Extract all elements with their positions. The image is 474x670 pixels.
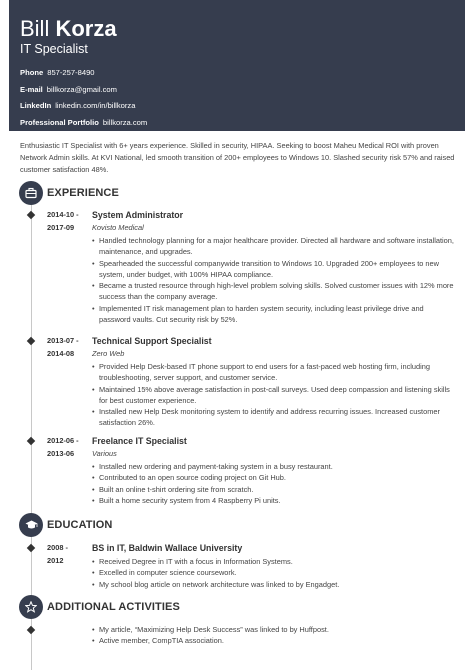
first-name: Bill	[20, 16, 50, 41]
graduation-cap-icon	[19, 513, 43, 537]
edu-date-to: 2012	[47, 556, 64, 565]
degree-title: BS in IT, Baldwin Wallace University	[92, 543, 243, 553]
bullet-item: • Active member, CompTIA association.	[92, 635, 456, 646]
star-icon	[19, 595, 43, 619]
timeline-marker	[27, 544, 35, 552]
bullet-item: • Became a trusted resource through high-level problem solving skills. Solved customer issues with 12% more success than the company average.	[92, 280, 456, 303]
last-name: Korza	[55, 16, 117, 41]
job-date-to: 2017-09	[47, 223, 75, 232]
contact-label: Phone	[20, 68, 44, 77]
bullet-item: • Provided Help Desk-based IT phone support to end users for a fast-paced web hosting firm, including troubleshooting, server support, and customer service.	[92, 361, 456, 384]
education-bullets	[92, 556, 456, 590]
contact-phone	[20, 68, 95, 78]
timeline-marker	[27, 437, 35, 445]
bullet-item: • Installed new ordering and payment-taking system in a busy restaurant.	[92, 461, 456, 472]
bullet-item: • Contributed to an open source coding project on Git Hub.	[92, 472, 456, 483]
contact-label: LinkedIn	[20, 101, 52, 110]
resume-header	[9, 0, 465, 131]
job-title-heading: Technical Support Specialist	[92, 336, 212, 346]
briefcase-icon	[19, 181, 43, 205]
job-title: IT Specialist	[20, 42, 88, 56]
timeline-marker	[27, 626, 35, 634]
job-date-from: 2013-07 -	[47, 336, 79, 345]
bullet-item: • Built an online t-shirt ordering site from scratch.	[92, 484, 456, 495]
full-name	[20, 17, 117, 41]
job-title-heading: System Administrator	[92, 210, 184, 220]
edu-date-from: 2008 -	[47, 543, 68, 552]
job-date-from: 2014-10 -	[47, 210, 79, 219]
contact-value: 857-257-8490	[47, 68, 95, 77]
bullet-item: • Installed new Help Desk monitoring system to identify and address recurring issues. Increased customer satisfaction 26%.	[92, 406, 456, 429]
bullet-item: • Excelled in computer science coursework.	[92, 567, 456, 578]
timeline-marker	[27, 211, 35, 219]
bullet-item: • Handled technology planning for a major healthcare provider. Directed all hardware and software installation, maintenance, and upgrades.	[92, 235, 456, 258]
contact-email	[20, 85, 117, 95]
bullet-item: • My article, “Maximizing Help Desk Success” was linked to by Huffpost.	[92, 624, 456, 635]
contact-portfolio	[20, 118, 147, 128]
job-date-to: 2014-08	[47, 349, 75, 358]
contact-value[interactable]: billkorza@gmail.com	[46, 85, 117, 94]
job-title-heading: Freelance IT Specialist	[92, 436, 187, 446]
bullet-item: • Built a home security system from 4 Raspberry Pi units.	[92, 495, 456, 506]
job-date-to: 2013-06	[47, 449, 75, 458]
contact-label: Professional Portfolio	[20, 118, 99, 127]
contact-linkedin	[20, 101, 135, 111]
job-date-from: 2012-06 -	[47, 436, 79, 445]
bullet-item: • Maintained 15% above average satisfaction in post-call surveys. Used deep compassion and listening skills for best customer experience.	[92, 384, 456, 407]
company-name: Kovisto Medical	[92, 223, 144, 232]
bullet-item: • Implemented IT risk management plan to harden system security, including least privilege drive and password vaults. Cut security risk by 52%.	[92, 303, 456, 326]
job-bullets	[92, 461, 456, 506]
company-name: Zero Web	[92, 349, 125, 358]
activities-bullets	[92, 624, 456, 647]
summary-text: Enthusiastic IT Specialist with 6+ years experience. Skilled in security, HIPAA. Seeking to boost Maheu Medical ROI with proven Network Admin skills. At KVI National, led smooth transition of 200+ employees to Windows 10. Slashed security risk 57% and raised customer satisfaction 48%.	[20, 141, 455, 174]
bullet-item: • Spearheaded the successful companywide transition to Windows 10. Upgraded 200+ employees to new system, under budget, with 100% HIPAA compliance.	[92, 258, 456, 281]
timeline-marker	[27, 337, 35, 345]
bullet-item: • My school blog article on network architecture was linked to by Engadget.	[92, 579, 456, 590]
section-title-activities: ADDITIONAL ACTIVITIES	[47, 601, 180, 613]
section-title-experience: EXPERIENCE	[47, 187, 119, 199]
job-bullets	[92, 361, 456, 429]
contact-value[interactable]: billkorza.com	[102, 118, 148, 127]
bullet-item: • Received Degree in IT with a focus in Information Systems.	[92, 556, 456, 567]
job-bullets	[92, 235, 456, 325]
contact-label: E-mail	[20, 85, 43, 94]
contact-value[interactable]: linkedin.com/in/billkorza	[55, 101, 136, 110]
section-title-education: EDUCATION	[47, 519, 113, 531]
company-name: Various	[92, 449, 117, 458]
